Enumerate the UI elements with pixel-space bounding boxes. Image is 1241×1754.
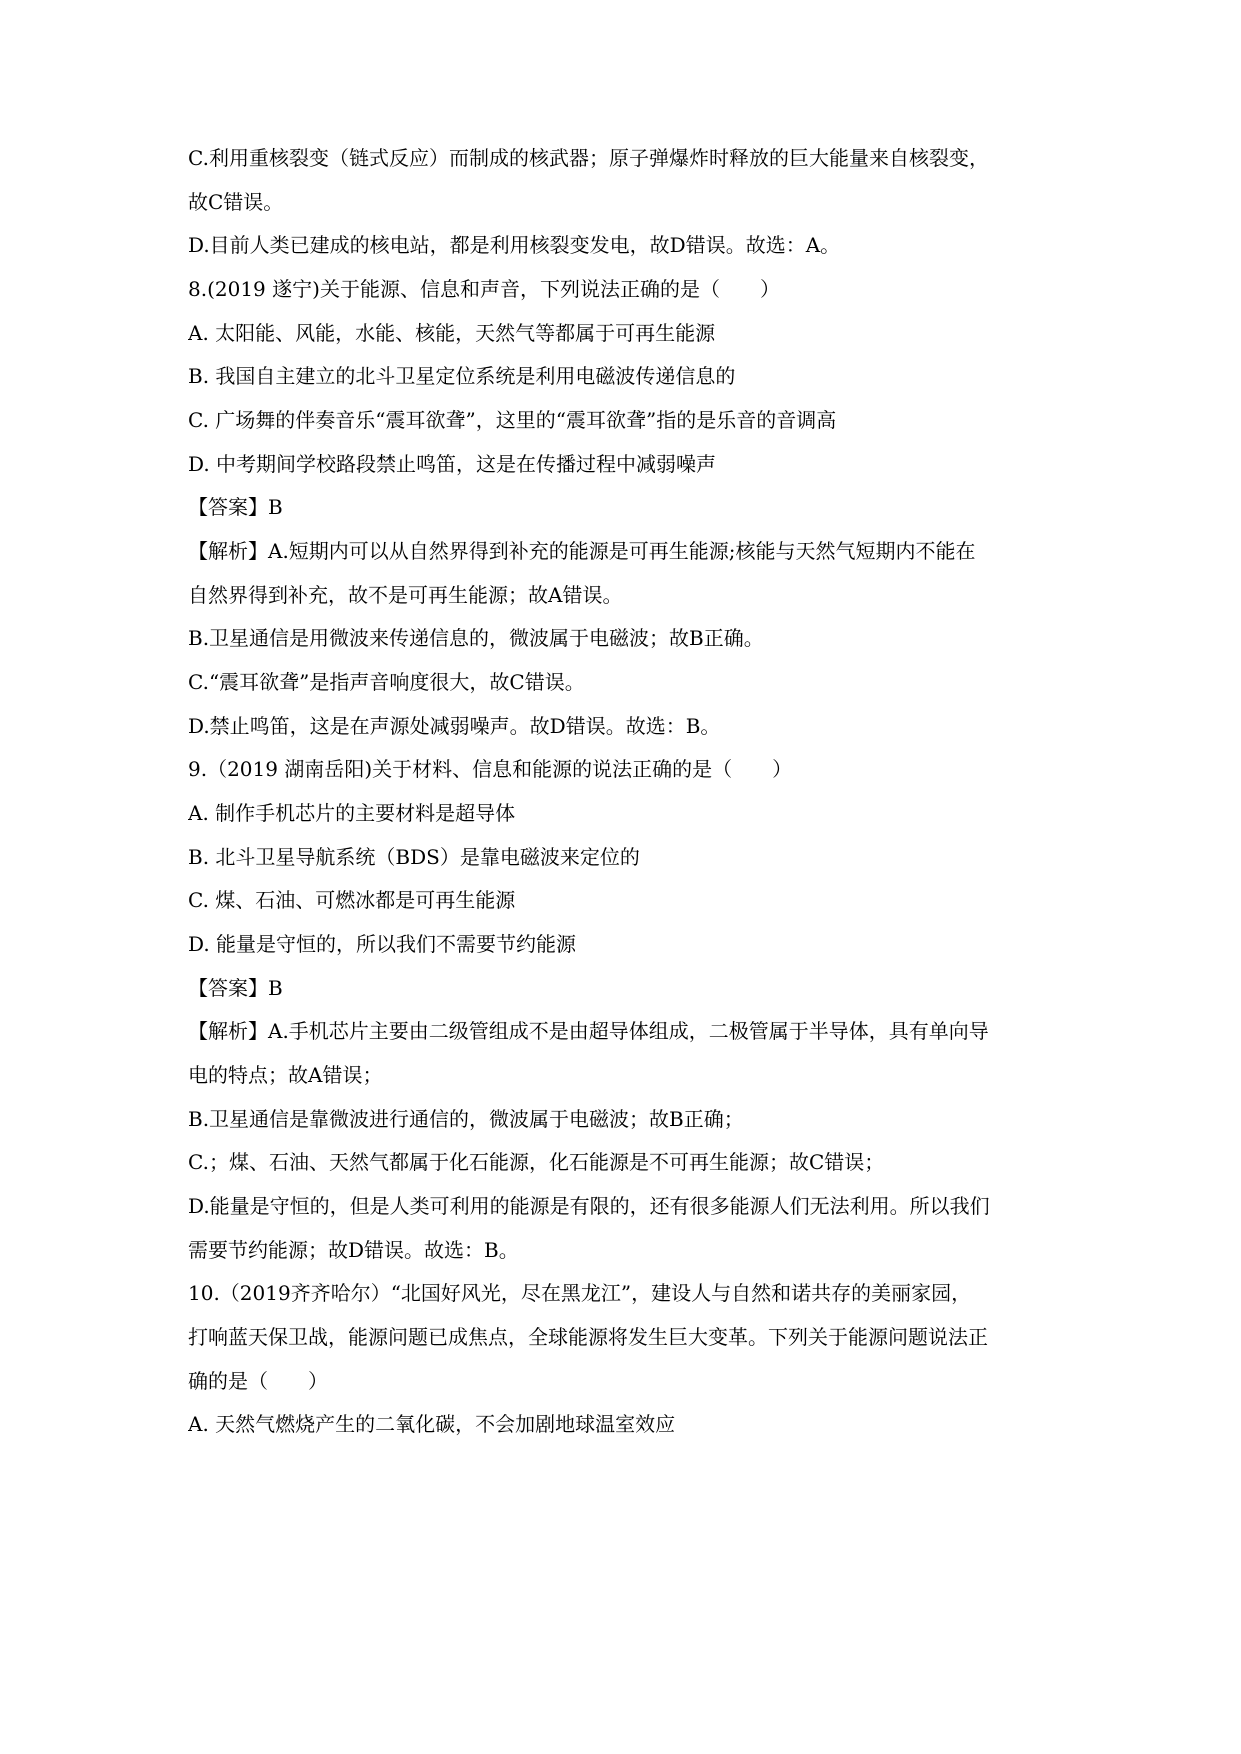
text-line: B. 北斗卫星导航系统（BDS）是靠电磁波来定位的 [188, 845, 640, 869]
text-line: 需要节约能源；故D错误。故选：B。 [188, 1238, 519, 1262]
text-line: B.卫星通信是靠微波进行通信的，微波属于电磁波；故B正确； [188, 1107, 744, 1131]
text-line: A. 制作手机芯片的主要材料是超导体 [188, 801, 516, 825]
text-line: 【解析】A.手机芯片主要由二级管组成不是由超导体组成，二极管属于半导体，具有单向导 [188, 1019, 989, 1043]
text-line: 电的特点；故A错误； [188, 1063, 383, 1087]
text-line: 自然界得到补充，故不是可再生能源；故A错误。 [188, 583, 623, 607]
text-line: D.禁止鸣笛，这是在声源处减弱噪声。故D错误。故选：B。 [188, 714, 721, 738]
text-line: D. 中考期间学校路段禁止鸣笛，这是在传播过程中减弱噪声 [188, 452, 717, 476]
text-line: C.利用重核裂变（链式反应）而制成的核武器；原子弹爆炸时释放的巨大能量来自核裂变， [188, 146, 989, 170]
text-line: D.能量是守恒的，但是人类可利用的能源是有限的，还有很多能源人们无法利用。所以我们 [188, 1194, 990, 1218]
text-line: A. 太阳能、风能，水能、核能，天然气等都属于可再生能源 [188, 321, 716, 345]
text-line: B.卫星通信是用微波来传递信息的，微波属于电磁波；故B正确。 [188, 626, 764, 650]
text-line: A. 天然气燃烧产生的二氧化碳，不会加剧地球温室效应 [188, 1412, 676, 1436]
text-line: 故C错误。 [188, 190, 284, 214]
text-line: C. 广场舞的伴奏音乐“震耳欲聋”，这里的“震耳欲聋”指的是乐音的音调高 [188, 408, 837, 432]
answer-label: 【答案】B [188, 976, 283, 1000]
text-line: 【解析】A.短期内可以从自然界得到补充的能源是可再生能源;核能与天然气短期内不能在 [188, 539, 976, 563]
text-line: C.；煤、石油、天然气都属于化石能源，化石能源是不可再生能源；故C错误； [188, 1150, 885, 1174]
text-line: 9.（2019 湖南岳阳)关于材料、信息和能源的说法正确的是（ ） [188, 757, 793, 781]
text-line: 8.(2019 遂宁)关于能源、信息和声音，下列说法正确的是（ ） [188, 277, 780, 301]
answer-label: 【答案】B [188, 495, 283, 519]
text-line: B. 我国自主建立的北斗卫星定位系统是利用电磁波传递信息的 [188, 364, 736, 388]
text-line: D.目前人类已建成的核电站，都是利用核裂变发电，故D错误。故选：A。 [188, 233, 841, 257]
text-line: C. 煤、石油、可燃冰都是可再生能源 [188, 888, 516, 912]
text-line: 打响蓝天保卫战，能源问题已成焦点，全球能源将发生巨大变革。下列关于能源问题说法正 [188, 1325, 988, 1349]
text-line: C.“震耳欲聋”是指声音响度很大，故C错误。 [188, 670, 585, 694]
text-line: D. 能量是守恒的，所以我们不需要节约能源 [188, 932, 577, 956]
text-line: 10.（2019齐齐哈尔）“北国好风光，尽在黑龙江”，建设人与自然和诺共存的美丽家园， [188, 1281, 972, 1305]
text-line: 确的是（ ） [188, 1369, 328, 1393]
